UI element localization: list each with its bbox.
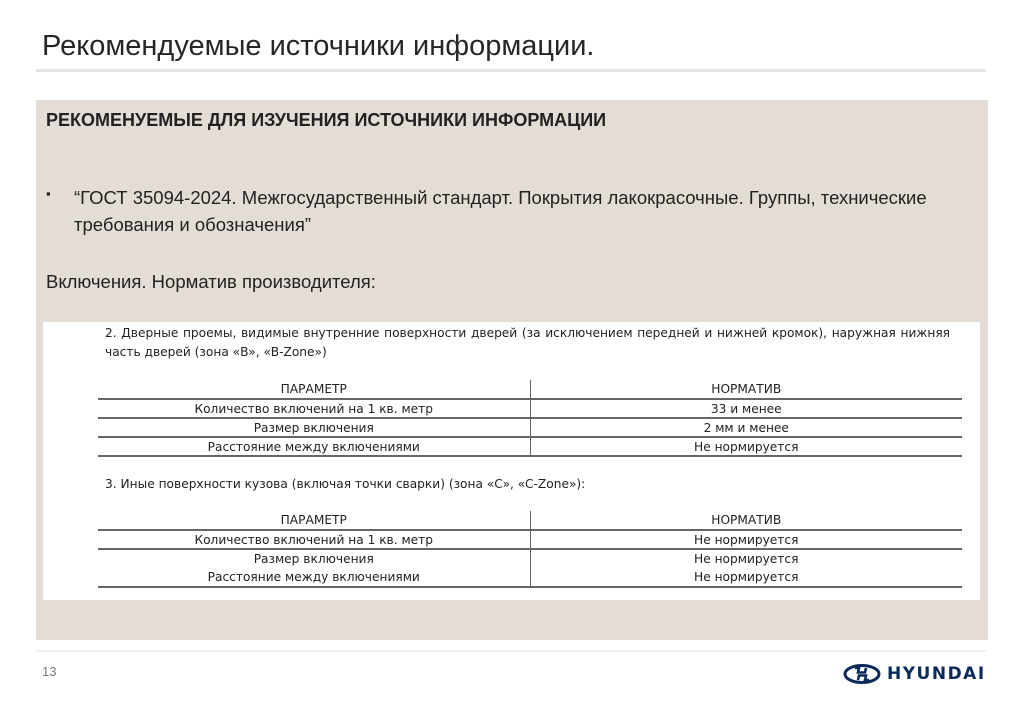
table-cell: Расстояние между включениями xyxy=(98,568,530,587)
table-cell: Не нормируется xyxy=(530,568,962,587)
hyundai-logo xyxy=(843,664,986,684)
page-number: 13 xyxy=(42,664,57,679)
hyundai-emblem-icon xyxy=(843,664,881,684)
table-row xyxy=(98,549,962,568)
source-reference: “ГОСТ 35094-2024. Межгосударственный стандарт. Покрытия лакокрасочные. Группы, технические требования и обозначения” xyxy=(74,187,927,235)
logo-text: HYUNDAI xyxy=(887,664,986,684)
table-header-row xyxy=(98,380,962,399)
table-row xyxy=(98,418,962,437)
header-cell: НОРМАТИВ xyxy=(530,380,962,399)
table-cell: Размер включения xyxy=(98,549,530,568)
table-row xyxy=(98,399,962,418)
table-row xyxy=(98,437,962,456)
zone-b-table xyxy=(98,380,962,457)
header-cell: НОРМАТИВ xyxy=(530,511,962,530)
slide-title: Рекомендуемые источники информации. xyxy=(42,30,595,62)
section-2-text: 2. Дверные проемы, видимые внутренние поверхности дверей (за исключением передней и нижней кромок), наружная нижняя часть дверей (зона «B», «B-Zone») xyxy=(105,326,950,359)
footer-divider xyxy=(36,650,986,652)
table-cell: 2 мм и менее xyxy=(530,418,962,437)
table-cell: Количество включений на 1 кв. метр xyxy=(98,530,530,549)
table-cell: Не нормируется xyxy=(530,530,962,549)
content-panel xyxy=(36,100,988,640)
zone-c-table xyxy=(98,511,962,588)
standard-excerpt-image xyxy=(43,322,980,600)
section-3-text: 3. Иные поверхности кузова (включая точки сварки) (зона «C», «C-Zone»): xyxy=(105,477,586,491)
table-header-row xyxy=(98,511,962,530)
header-cell: ПАРАМЕТР xyxy=(98,380,530,399)
bullet-icon: ▪ xyxy=(46,186,51,201)
header-cell: ПАРАМЕТР xyxy=(98,511,530,530)
table-cell: Количество включений на 1 кв. метр xyxy=(98,399,530,418)
inclusions-label: Включения. Норматив производителя: xyxy=(46,271,376,292)
table-cell: Расстояние между включениями xyxy=(98,437,530,456)
title-divider xyxy=(36,69,986,72)
section-heading: РЕКОМЕНУЕМЫЕ ДЛЯ ИЗУЧЕНИЯ ИСТОЧНИКИ ИНФОРМАЦИИ xyxy=(46,110,607,130)
table-cell: Не нормируется xyxy=(694,552,799,566)
table-cell: Размер включения xyxy=(98,418,530,437)
table-row xyxy=(98,568,962,587)
table-cell: Не нормируется xyxy=(530,437,962,456)
table-cell: 33 и менее xyxy=(530,399,962,418)
table-row xyxy=(98,530,962,549)
